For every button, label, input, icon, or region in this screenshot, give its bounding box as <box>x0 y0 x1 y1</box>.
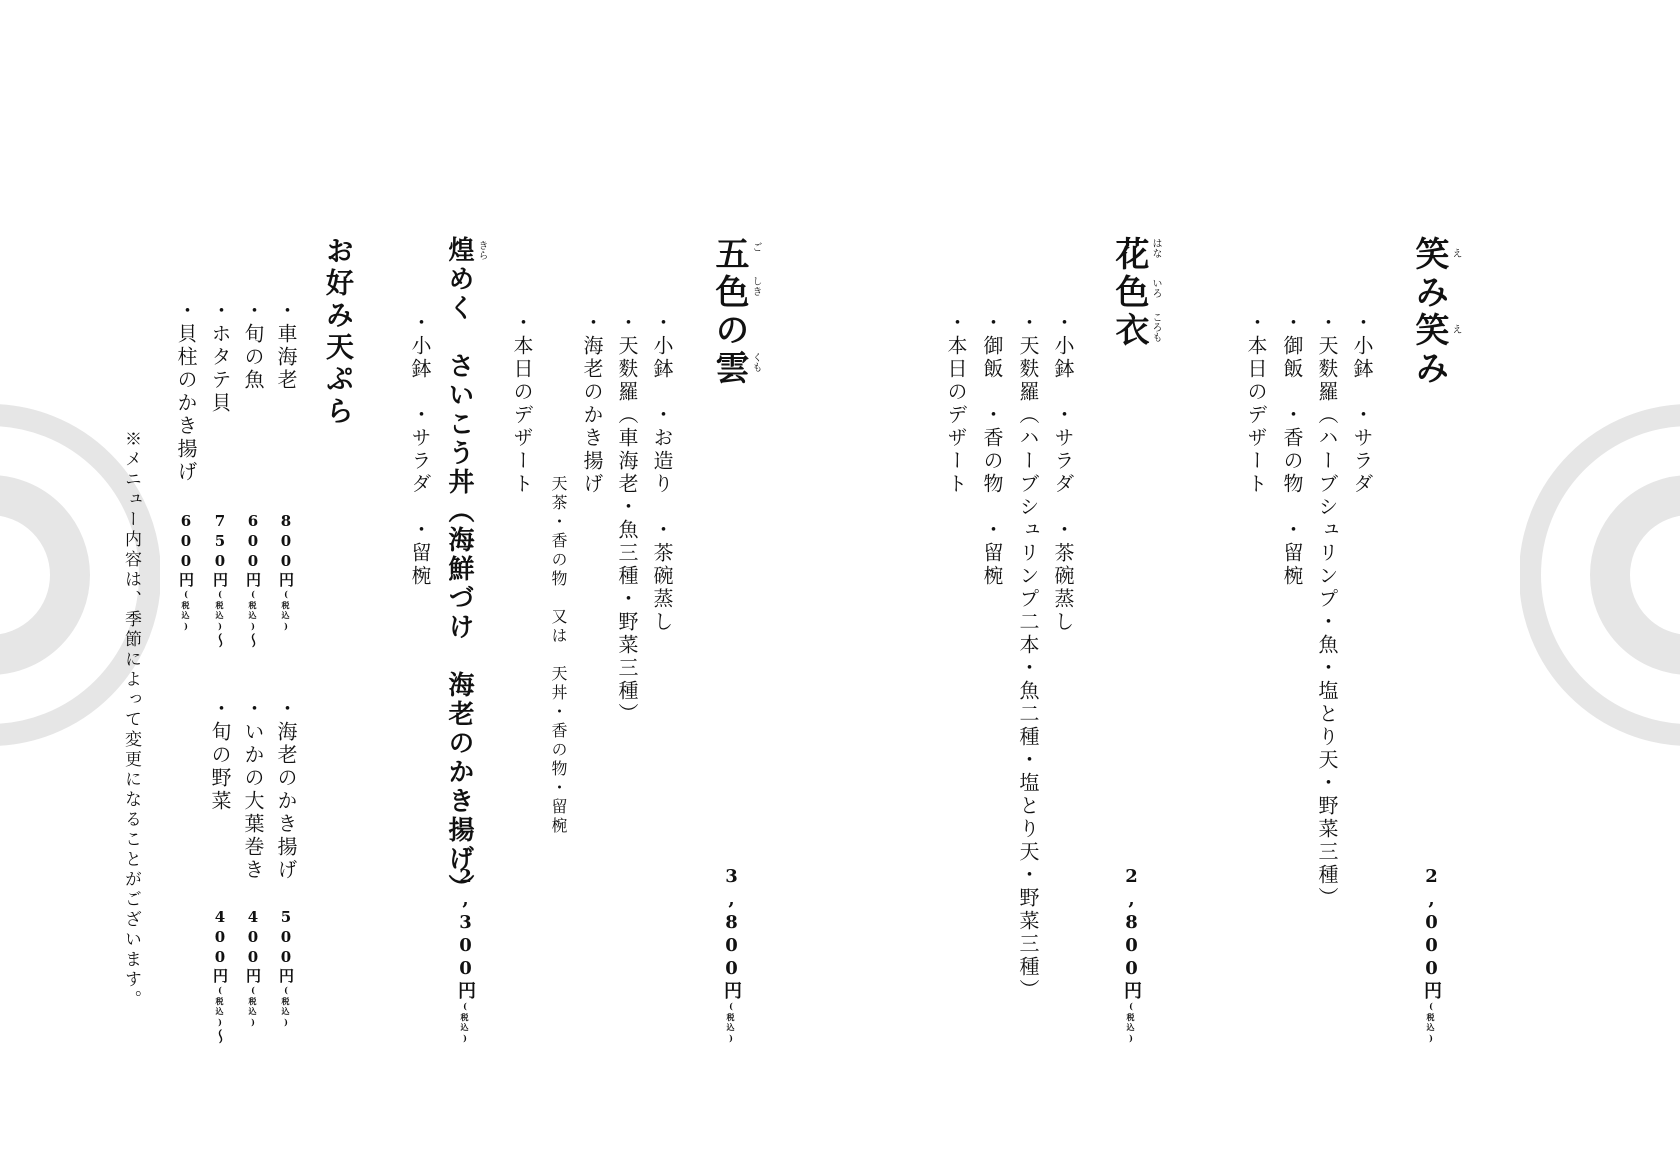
course-item: ・天麩羅（車海老・魚三種・野菜三種） <box>615 312 639 726</box>
course-item: ・小鉢 ・サラダ ・茶碗蒸し <box>1051 312 1075 634</box>
course-title-hana: 花色衣 <box>1109 236 1149 350</box>
course-item: ・天麩羅（ハーブシュリンプ・魚・塩とり天・野菜三種） <box>1315 312 1339 910</box>
okonomi-title: お好み天ぷら <box>322 236 355 428</box>
okonomi-item: ・いかの大葉巻き <box>241 698 265 882</box>
course-item: ・小鉢 ・お造り ・茶碗蒸し <box>650 312 674 634</box>
okonomi-item: ・車海老 <box>274 300 298 392</box>
ruby-emi-2: え <box>1450 324 1461 334</box>
okonomi-item: ・旬の魚 <box>241 300 265 392</box>
course-item: ・御飯 ・香の物 ・留椀 <box>1280 312 1304 588</box>
ruby-emi-1: え <box>1450 248 1461 258</box>
course-title-kirameku: 煌めく さいこう丼（海鮮づけ 海老のかき揚げ） <box>444 236 474 903</box>
okonomi-price: 750円(税込)〜 <box>211 512 229 650</box>
course-item: ・本日のデザート <box>944 312 968 496</box>
course-sub-option: 天茶・香の物 又は 天丼・香の物・留椀 <box>549 475 568 836</box>
okonomi-price: 600円(税込)〜 <box>244 512 262 650</box>
course-item: ・小鉢 ・サラダ <box>1350 312 1374 496</box>
course-price: 2,000円(税込) <box>1421 866 1442 1045</box>
okonomi-price: 400円(税込) <box>244 908 262 1029</box>
ruby-hana-2: いろ <box>1150 278 1161 298</box>
course-item: ・御飯 ・香の物 ・留椀 <box>980 312 1004 588</box>
course-item: ・海老のかき揚げ <box>580 312 604 496</box>
ruby-hana-3: ころも <box>1150 312 1161 342</box>
course-item: ・本日のデザート <box>510 312 534 496</box>
okonomi-item: ・旬の野菜 <box>208 698 232 813</box>
okonomi-price: 600円(税込) <box>177 512 195 633</box>
course-price: 3,800円(税込) <box>721 866 742 1045</box>
ruby-kirameku-1: きら <box>476 240 487 260</box>
okonomi-item: ・ホタテ貝 <box>208 300 232 415</box>
okonomi-item: ・海老のかき揚げ <box>274 698 298 882</box>
course-price: 2,300円(税込) <box>455 866 476 1045</box>
okonomi-price: 800円(税込) <box>277 512 295 633</box>
course-item: ・小鉢 ・サラダ ・留椀 <box>408 312 432 588</box>
crest-watermark-right <box>1520 395 1680 755</box>
ruby-hana-1: はな <box>1150 238 1161 258</box>
ruby-goshiki-2: しき <box>750 276 761 296</box>
course-item: ・本日のデザート <box>1244 312 1268 496</box>
course-title-emi: 笑み笑み <box>1409 236 1449 388</box>
course-price: 2,800円(税込) <box>1121 866 1142 1045</box>
okonomi-price: 500円(税込) <box>277 908 295 1029</box>
course-title-goshiki: 五色の雲 <box>709 236 749 388</box>
ruby-goshiki-1: ご <box>750 242 761 252</box>
okonomi-item: ・貝柱のかき揚げ <box>174 300 198 484</box>
course-item: ・天麩羅（ハーブシュリンプ二本・魚二種・塩とり天・野菜三種） <box>1016 312 1040 1002</box>
ruby-goshiki-3: くも <box>750 352 761 372</box>
menu-note: ※メニュー内容は、季節によって変更になることがございます。 <box>121 430 141 1010</box>
okonomi-price: 400円(税込)〜 <box>211 908 229 1046</box>
